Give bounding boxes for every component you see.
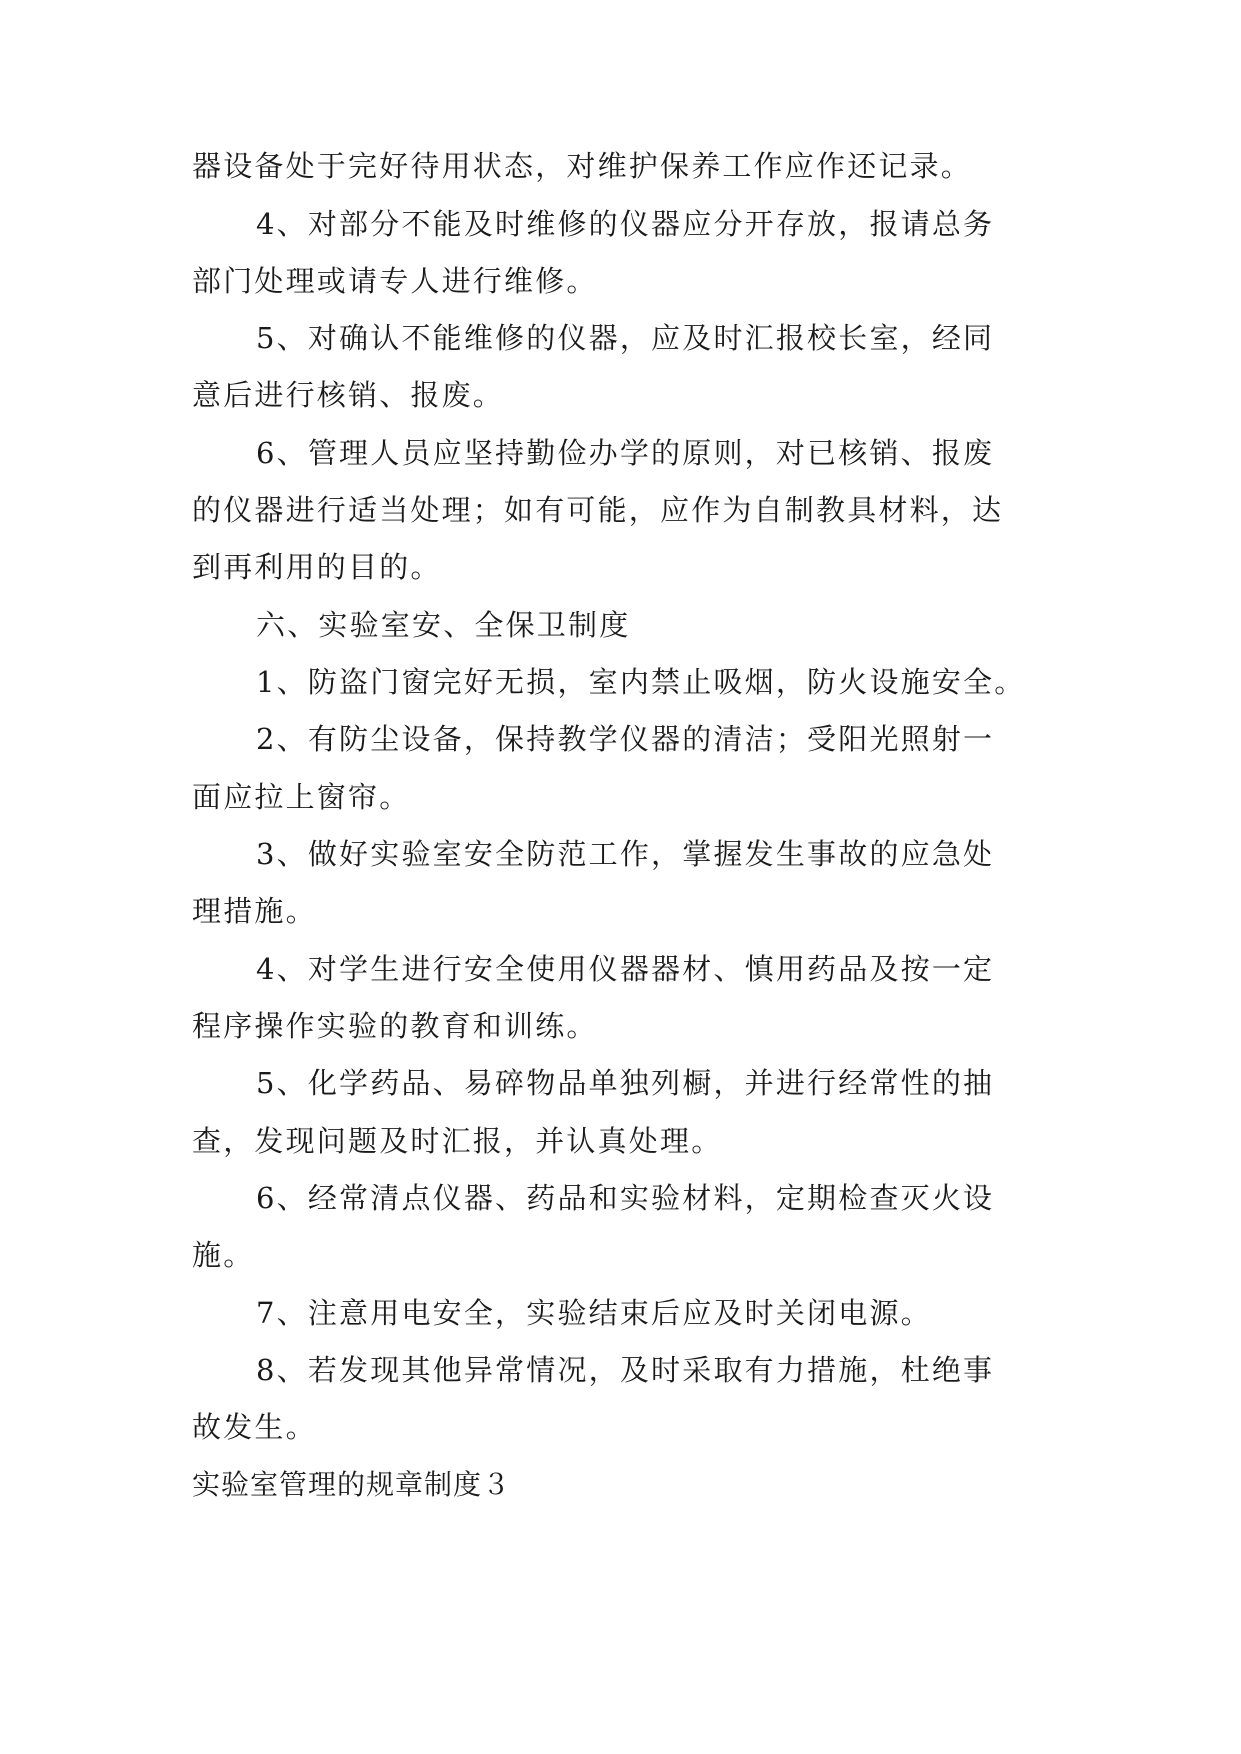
text-line: 故发生。 — [192, 1410, 317, 1444]
text-line: 1、防盗门窗完好无损，室内禁止吸烟，防火设施安全。 — [256, 665, 1026, 699]
text-line: 8、若发现其他异常情况，及时采取有力措施，杜绝事 — [256, 1353, 995, 1387]
text-line: 意后进行核销、报废。 — [192, 378, 505, 412]
text-line: 7、注意用电安全，实验结束后应及时关闭电源。 — [256, 1296, 932, 1330]
text-line: 部门处理或请专人进行维修。 — [192, 264, 598, 298]
text-line: 查，发现问题及时汇报，并认真处理。 — [192, 1124, 723, 1158]
text-line: 6、经常清点仪器、药品和实验材料，定期检查灭火设 — [256, 1181, 995, 1215]
text-line: 程序操作实验的教育和训练。 — [192, 1009, 598, 1043]
next-section-title: 实验室管理的规章制度３ — [192, 1468, 512, 1501]
text-line: 施。 — [192, 1238, 255, 1272]
text-line: 到再利用的目的。 — [192, 550, 442, 584]
text-line: 6、管理人员应坚持勤俭办学的原则，对已核销、报废 — [256, 436, 995, 470]
text-line: 4、对学生进行安全使用仪器器材、慎用药品及按一定 — [256, 952, 995, 986]
text-line: 5、化学药品、易碎物品单独列橱，并进行经常性的抽 — [256, 1066, 995, 1100]
text-line: 器设备处于完好待用状态，对维护保养工作应作还记录。 — [192, 149, 973, 183]
text-line: 面应拉上窗帘。 — [192, 780, 411, 814]
text-line: 5、对确认不能维修的仪器，应及时汇报校长室，经同 — [256, 321, 995, 355]
text-line: 3、做好实验室安全防范工作，掌握发生事故的应急处 — [256, 837, 995, 871]
text-line: 2、有防尘设备，保持教学仪器的清洁；受阳光照射一 — [256, 722, 995, 756]
text-line: 理措施。 — [192, 894, 317, 928]
section-heading: 六、实验室安、全保卫制度 — [256, 608, 631, 642]
text-line: 4、对部分不能及时维修的仪器应分开存放，报请总务 — [256, 207, 995, 241]
text-line: 的仪器进行适当处理；如有可能，应作为自制教具材料，达 — [192, 493, 1004, 527]
